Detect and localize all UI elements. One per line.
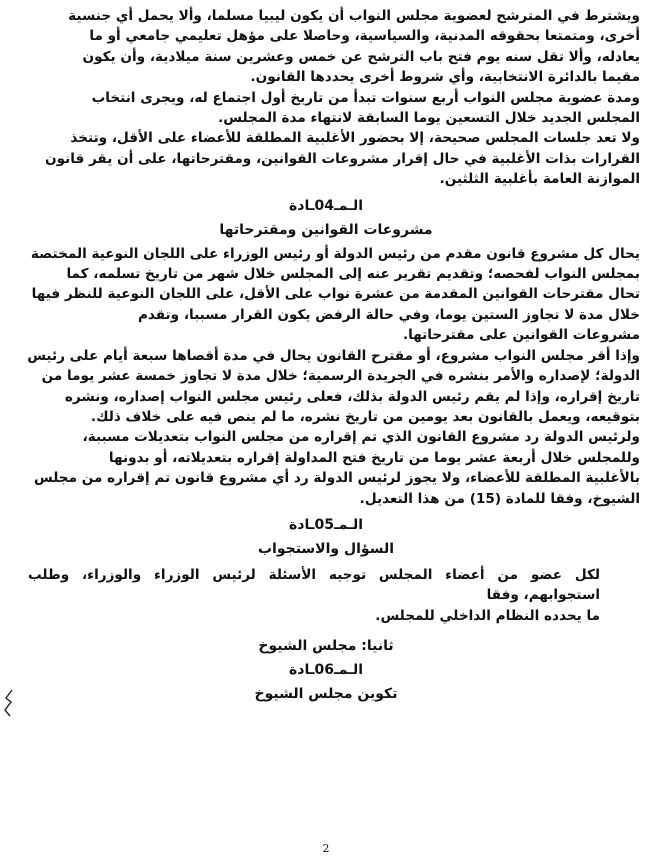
text-line: بتوقيعه، ويعمل بالقانون بعد يومين من تاريخ نشره، ما لم ينص فيه على خلاف ذلك. bbox=[90, 408, 640, 425]
article-05-number: الـمـ05ـادة bbox=[289, 516, 363, 533]
text-line: ما يحدده النظام الداخلي للمجلس. bbox=[375, 607, 600, 624]
text-line: ولا تعد جلسات المجلس صحيحة، إلا بحضور الأغلبية المطلقة للأعضاء على الأقل، وتتخذ bbox=[70, 130, 640, 147]
paragraph-bill-promulgation bbox=[12, 346, 640, 509]
text-line: ومدة عضوية مجلس النواب أربع سنوات تبدأ من تاريخ أول اجتماع له، ويجرى انتخاب bbox=[91, 89, 640, 106]
article-05-title: السؤال والاستجواب bbox=[257, 540, 395, 557]
page-number: 2 bbox=[322, 842, 330, 855]
text-line: لكل عضو من أعضاء المجلس توجيه الأسئلة لرئيس الوزراء والوزراء، وطلب استجوابهم، وفقا bbox=[28, 566, 600, 604]
article-06-number: الـمـ06ـادة bbox=[289, 662, 363, 679]
section-two-title: ثانيا: مجلس الشيوخ bbox=[258, 638, 394, 655]
text-line: ولرئيس الدولة رد مشروع القانون الذي تم إقراره من مجلس النواب بتعديلات مسببة، bbox=[82, 429, 640, 446]
text-line: خلال مدة لا تجاوز الستين يوما، وفي حالة الرفض يكون القرار مسببا، وتقدم bbox=[137, 306, 640, 323]
text-line: الموازنة العامة بأغلبية الثلثين. bbox=[439, 171, 640, 188]
text-line: المجلس الجديد خلال التسعين يوما السابقة لانتهاء مدة المجلس. bbox=[218, 110, 640, 127]
text-line: وللمجلس خلال أربعة عشر يوما من تاريخ فتح المداولة إقراره بتعديلاته، أو بدونها bbox=[108, 449, 640, 466]
text-line: أخرى، ومتمتعا بحقوقه المدنية، والسياسية، وحاصلا على مؤهل تعليمي جامعي أو ما bbox=[89, 28, 640, 45]
margin-scribble-mark bbox=[2, 688, 16, 718]
text-line: مقيما بالدائرة الانتخابية، وأي شروط أخرى يحددها القانون. bbox=[250, 69, 640, 86]
paragraph-questions bbox=[12, 565, 640, 626]
paragraph-bill-referral bbox=[12, 244, 640, 346]
text-line: بمجلس النواب لفحصه؛ وتقديم تقرير عنه إلى المجلس خلال شهر من تاريخ تسلمه، كما bbox=[66, 266, 640, 283]
text-line: يعادله، وألا تقل سنه يوم فتح باب الترشح عن خمس وعشرين سنة ميلادية، وأن يكون bbox=[82, 48, 640, 65]
paragraph-term-duration bbox=[12, 88, 640, 129]
text-line: وإذا أقر مجلس النواب مشروع، أو مقترح القانون يحال في مدة أقصاها سبعة أيام على رئيس bbox=[27, 347, 640, 364]
text-line: يحال كل مشروع قانون مقدم من رئيس الدولة أو رئيس الوزراء على اللجان النوعية المختصة bbox=[30, 245, 640, 262]
text-line: ويشترط في المترشح لعضوية مجلس النواب أن يكون ليبيا مسلما، وألا يحمل أي جنسية bbox=[68, 8, 640, 24]
text-line: الشيوخ، وفقا للمادة (15) من هذا التعديل. bbox=[359, 490, 640, 507]
text-line: بالأغلبية المطلقة للأعضاء، ولا يجوز لرئيس الدولة رد أي مشروع قانون تم إقراره من مجلس bbox=[34, 470, 640, 487]
text-line: الدولة؛ لإصداره والأمر بنشره في الجريدة الرسمية؛ خلال مدة لا تجاوز خمسة عشر يوما من bbox=[41, 368, 640, 385]
text-line: تاريخ إقراره، وإذا لم يقم رئيس الدولة بذلك، فعلى رئيس مجلس النواب إصداره، ونشره bbox=[64, 388, 640, 405]
text-line: مشروعات القوانين على مقترحاتها. bbox=[402, 327, 640, 344]
article-06-title: تكوين مجلس الشيوخ bbox=[254, 686, 398, 703]
article-04-title: مشروعات القوانين ومقترحاتها bbox=[219, 221, 433, 238]
paragraph-candidate-conditions bbox=[12, 6, 640, 88]
paragraph-quorum bbox=[12, 128, 640, 189]
text-line: القرارات بذات الأغلبية في حال إقرار مشروعات القوانين، ومقترحاتها، على أن يقر قانون bbox=[44, 150, 640, 167]
article-04-number: الـمـ04ـادة bbox=[289, 197, 363, 214]
text-line: تحال مقترحات القوانين المقدمة من عشرة نواب على الأقل، على اللجان النوعية للنظر فيها bbox=[31, 286, 640, 303]
